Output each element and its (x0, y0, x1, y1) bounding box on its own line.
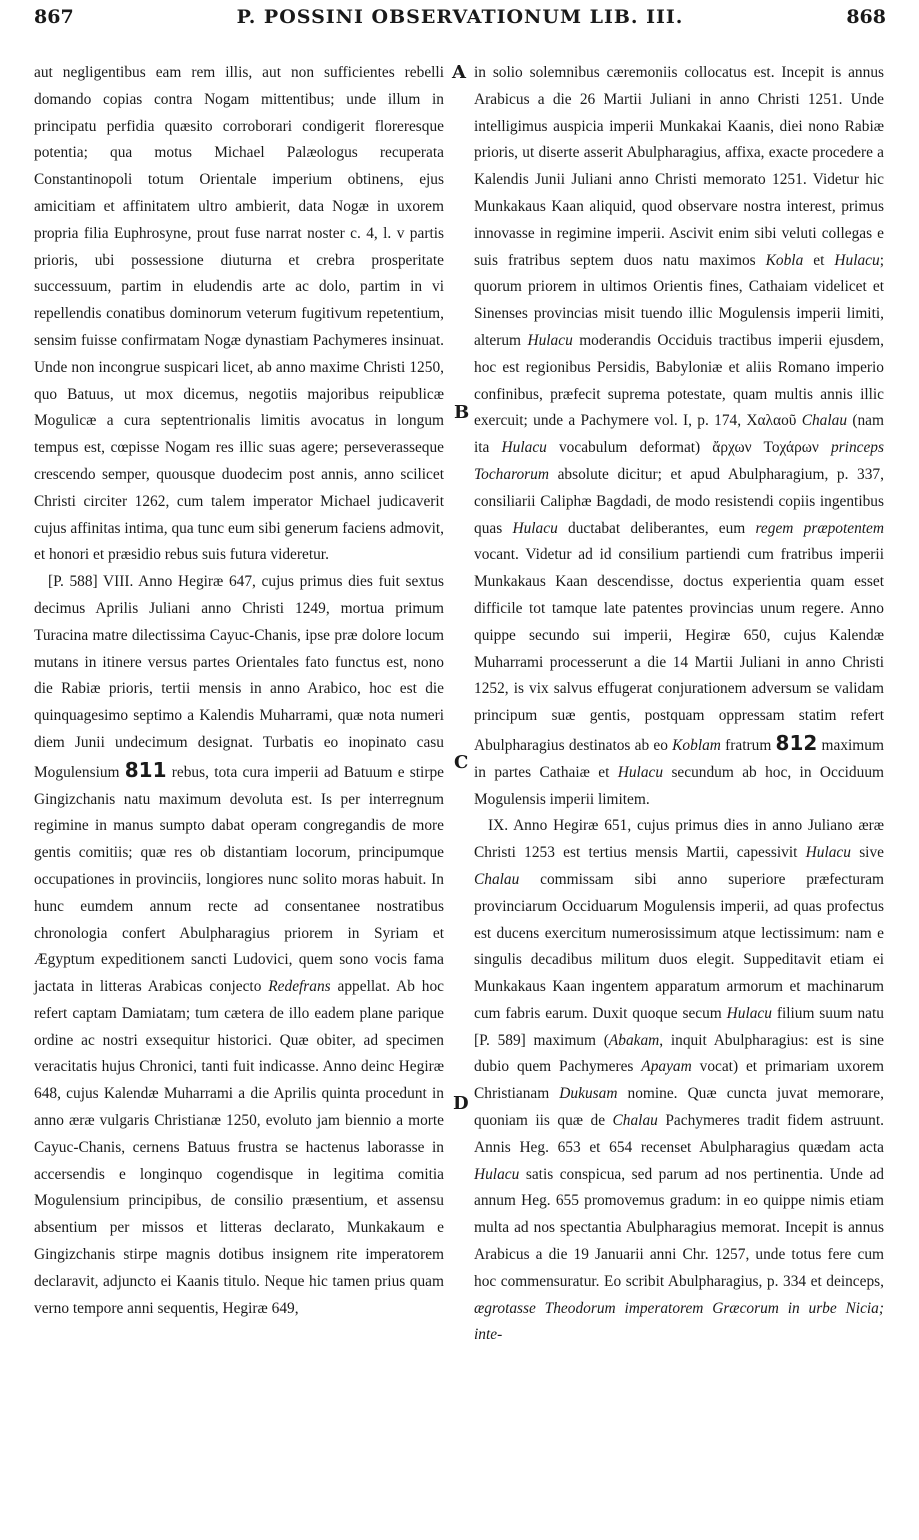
margin-letter-c: C (454, 752, 469, 773)
page-number-left: 867 (34, 6, 74, 28)
page-number-right: 868 (846, 6, 886, 28)
margin-page-number-2: 812 (775, 730, 818, 755)
running-title: P. POSSINI OBSERVATIONUM LIB. III. (236, 6, 684, 28)
right-column (474, 60, 884, 1349)
paragraph-left-2: [P. 588] VIII. Anno Hegiræ 647, cujus primus dies fuit sextus decimus Aprilis Juliani anno Christi 1249, mortua primum Turacina matre dilectissima Cayuc-Chanis, ipse præ dolore locum mutans in itinere versus partes Orientales fato functus est, nono die Rabiæ prioris, tertii mensis in anno Arabico, hoc est die quinquagesimo septimo a Kalendis Muharrami, quæ nota numeri diem Junii undecimum designat. Turbatis eo inopinato casu Mogulensium 811 rebus, tota cura imperii ad Batuum e stirpe Gingizchanis natu maximum devoluta est. Is per interregnum regimine in manus sumpto dabat operam congregandis de more gentis comitiis; quæ res ob distantiam locorum, principumque occupationes in provinciis, longiores nunc solito moras habuit. In hunc eumdem annum recte ad consentanee nostratibus chronologia confert Abulpharagius priorem in Syriam et Ægyptum expeditionem sancti Ludovici, quem sono vocis fama jactata in litteras Arabicas conjecto Redefrans appellat. Ab hoc refert captam Damiatam; tum cætera de illo eadem plane parique ordine ac nostri exsequitur historici. Quæ obiter, ad specimen veracitatis hujus Chronici, tanti fuit indicasse. Anno deinc Hegiræ 648, cujus Kalendæ Muharrami a die Aprilis quinta procedunt in anno æræ vulgaris Christianæ 1250, evoluto jam biennio a morte Cayuc-Chanis, cernens Batuus frustra se hactenus laborasse in accersendis e longinquo cogendisque in legitima comitia Mogulensium principibus, de consilio præsentium, et assensu absentium per missos et litteras declarato, Munkakaum e Gingizchanis stirpe magnis dotibus insignem rite imperatorem declaravit, adjuncto ei Kaanis titulo. Neque hic tamen prius quam verno tempore anni sequentis, Hegiræ 649, (34, 573, 444, 1317)
paragraph-right-2: IX. Anno Hegiræ 651, cujus primus dies in anno Juliano æræ Christi 1253 est tertius mensis Martii, capessivit Hulacu sive Chalau commissam sibi anno superiore præfecturam provinciarum Occiduarum Mogulensis imperii, ad quas profectus est ducens exercitum numerosissimum atque lectissimum: nam e singulis decadibus militum duos elegit. Suppeditavit etiam ei Munkakaus Kaan ingentem apparatum armorum et machinarum cum fabris earum. Duxit quoque secum Hulacu filium suum natu [P. 589] maximum (Abakam, inquit Abulpharagius: est is sine dubio quem Pachymeres Apayam vocat) et primariam uxorem Christianam Dukusam nomine. Quæ cuncta juvat memorare, quoniam iis quæ de Chalau Pachymeres tradit fidem astruunt. Annis Heg. 653 et 654 recenset Abulpharagius quædam acta Hulacu satis conspicua, sed parum ad nos pertinentia. Unde ad annum Heg. 655 promovemus gradum: in eo quippe nimis etiam multa ad nos spectantia Abulpharagius memorat. Incepit is annus Arabicus a die 19 Januarii anni Chr. 1257, unde totus fere cum hoc commensuratur. Eo scribit Abulpharagius, p. 334 et deinceps, ægrotasse Theodorum imperatorem Græcorum in urbe Nicia; inte- (474, 817, 884, 1344)
margin-page-number: 811 (124, 757, 167, 782)
paragraph-left-1: aut negligentibus eam rem illis, aut non sufficientes rebelli domando copias contra Nogam mittentibus; unde illum in principatu perfidia quæsito corroborari condigerit floreresque potentia; qua motus Michael Palæologus recuperata Constantinopoli totum Orientale imperium obtinens, ejus amicitiam et affinitatem ultro ambierit, data Nogæ in uxorem propria filia Euphrosyne, prout fuse narrat noster c. 4, l. v partis prioris, ubi possessione diuturna et crebra prosperitate successuum, partim in eludendis arte ac dolo, partim in vi repellendis conatibus dominorum veterum fugitivum repetentium, sensim fuisse confirmatam Nogæ dynastiam Pachymeres insinuat. Unde non incongrue suspicari licet, ab anno maxime Christi 1250, quo Batuus, ut mox dicemus, negotiis majoribus reipublicæ Mogulicæ a cura septentrionalis limitis avocatus in longum tempus est, cœpisse Nogam res illic suas agere; perseverasseque crescendo semper, quousque duodecim post annis, anno scilicet Christi circiter 1262, cum talem imperator Michael judicaverit cujus affinitas intima, qua tunc eum sibi generum faciens admovit, et honori et præsidio rebus suis futura videretur. (34, 64, 444, 564)
margin-letter-b: B (454, 402, 470, 423)
running-header (34, 4, 886, 34)
margin-letter-a: A (452, 62, 466, 83)
left-column (34, 60, 444, 1322)
paragraph-right-1: in solio solemnibus cæremoniis collocatus est. Incepit is annus Arabicus a die 26 Martii Juliani in anno Christi 1251. Unde intelligimus auspicia imperii Munkakai Kaanis, diei nono Rabiæ prioris, ut diserte asserit Abulpharagius, affixa, exacte procedere a Kalendis Junii Juliani anno Christi memorato 1251. Videtur hic Munkakaus Kaan aliquid, quod observare nostra interest, primus innovasse in regimine imperii. Ascivit enim sibi veluti collegas e suis fratribus septem duos natu maximos Kobla et Hulacu; quorum priorem in ultimos Orientis fines, Cathaiam videlicet et Sinenses provincias misit tuendo illic Mogulensis imperii limiti, alterum Hulacu moderandis Occiduis tractibus imperii ejusdem, hoc est regionibus Persidis, Babyloniæ et aliis Romano imperio confinibus, præfecit suprema potestate, quam multis annis illic exercuit; unde a Pachymere vol. I, p. 174, Χαλαοῦ Chalau (nam ita Hulacu vocabulum deformat) ἄρχων Τοχάρων princeps Tocharorum absolute dicitur; et apud Abulpharagium, p. 337, consiliarii Caliphæ Bagdadi, de modo resistendi copiis ingentibus quas Hulacu ductabat deliberantes, eum regem præpotentem vocant. Videtur ad id consilium partiendi cum fratribus imperii Munkakaus Kaan descendisse, doctus experientia quam esset difficile tot tamque late patentes provincias unum regere. Anno quippe secundo sui imperii, Hegiræ 650, cujus Kalendæ Muharrami processerunt a die 14 Martii Juliani in anno Christi 1252, is vix salvus effugerat conjurationem adversum se validam principum suæ gentis, postquam oppressam statim refert Abulpharagius destinatos ab eo Koblam fratrum 812 maximum in partes Cathaiæ et Hulacu secundum ab hoc, in Occiduum Mogulensis imperii limitem. (474, 64, 884, 808)
margin-letter-d: D (453, 1093, 469, 1114)
